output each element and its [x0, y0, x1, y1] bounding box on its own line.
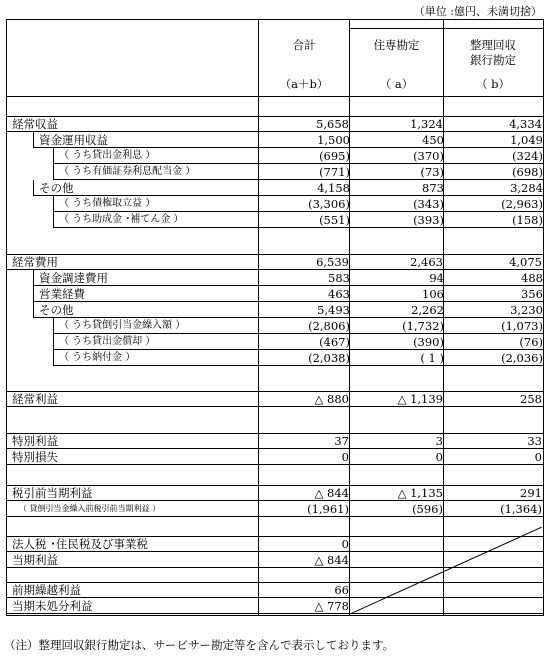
value-resolution: (1,364) — [500, 502, 542, 516]
value-jusen: 3 — [435, 434, 443, 448]
row-label: 特別損失 — [12, 450, 58, 464]
value-jusen: △ 1,139 — [397, 392, 443, 406]
row-label: （ うち貸倒引当金繰入額 ） — [59, 320, 186, 331]
section-line — [7, 116, 543, 117]
table-row — [33, 302, 543, 318]
value-jusen: 873 — [422, 181, 444, 195]
value-jusen: △ 1,135 — [397, 486, 443, 500]
header-total: 合計 — [292, 38, 316, 52]
header-total-sub: （a＋b） — [279, 77, 329, 91]
value-total: △ 880 — [314, 392, 349, 406]
blank-cell-diagonal — [350, 527, 542, 614]
income-statement-table — [6, 19, 544, 616]
row-label: （ 貸倒引当金繰入前税引前当期利益 ） — [19, 504, 161, 513]
header-jusen-sub: （ a） — [379, 77, 414, 91]
value-jusen: (1,732) — [402, 319, 444, 333]
value-resolution: 356 — [521, 287, 543, 301]
value-resolution: 4,334 — [509, 117, 542, 131]
value-resolution: 258 — [520, 392, 542, 406]
value-total: 5,658 — [316, 117, 349, 131]
value-jusen: 94 — [429, 271, 444, 285]
value-total: (551) — [319, 213, 350, 227]
value-total: (695) — [319, 149, 350, 163]
header-jusen: 住専勘定 — [373, 38, 420, 52]
value-resolution: (698) — [512, 165, 543, 179]
value-jusen: 106 — [422, 287, 444, 301]
unit-note: （単位 :億円、未満切捨） — [413, 5, 542, 18]
table-row — [7, 391, 543, 407]
value-total: (467) — [319, 335, 350, 349]
value-total: 37 — [334, 434, 349, 448]
row-label: 当期利益 — [12, 553, 58, 567]
row-label: 経常収益 — [12, 117, 58, 131]
row-label: （ うち納付金 ） — [59, 352, 136, 363]
table-row — [7, 254, 543, 270]
value-resolution: 3,230 — [510, 303, 543, 317]
value-resolution: 488 — [521, 271, 543, 285]
value-total: 0 — [341, 537, 349, 551]
row-label: その他 — [39, 303, 74, 317]
table-row — [33, 270, 543, 286]
row-label: （ うち助成金 ･補てん金 ） — [59, 214, 184, 225]
value-resolution: (1,073) — [501, 319, 543, 333]
header-resolution-line2: 銀行勘定 — [470, 53, 516, 67]
row-label: 当期未処分利益 — [12, 599, 93, 613]
row-label: 特別利益 — [12, 434, 58, 448]
table-row — [7, 501, 543, 517]
row-label: （ うち貸出金利息 ） — [59, 150, 156, 161]
value-resolution: (324) — [512, 149, 543, 163]
value-resolution: 3,284 — [510, 181, 543, 195]
row-label: 税引前当期利益 — [12, 486, 93, 500]
row-label: 資金運用収益 — [39, 133, 108, 147]
value-total: (771) — [319, 165, 350, 179]
value-total: 5,493 — [317, 303, 350, 317]
row-label: 法人税 ･住民税及び事業税 — [12, 537, 148, 551]
value-jusen: 1,324 — [410, 117, 443, 131]
value-jusen: 2,262 — [411, 303, 444, 317]
section-line — [7, 433, 543, 434]
table-row — [33, 180, 543, 196]
value-jusen: ( 1 ) — [420, 351, 444, 365]
value-jusen: (73) — [420, 165, 444, 179]
value-total: (3,306) — [308, 197, 350, 211]
value-total: 0 — [341, 450, 349, 464]
value-resolution: 0 — [534, 450, 542, 464]
row-label: その他 — [39, 181, 74, 195]
row-label: （ うち貸出金償却 ） — [59, 336, 156, 347]
header-resolution-line1: 整理回収 — [470, 38, 516, 52]
table-row — [7, 449, 543, 465]
value-total: △ 844 — [314, 486, 349, 500]
row-label: （ うち有価証券利息配当金 ） — [59, 166, 196, 177]
row-label: （ うち債権取立益 ） — [59, 198, 156, 209]
footnote: （注）整理回収銀行勘定は、サービサー勘定等を含んで表示しております。 — [4, 638, 395, 652]
section-line — [7, 391, 543, 392]
value-jusen: (370) — [413, 149, 444, 163]
table-row — [33, 286, 543, 302]
table-row — [7, 485, 543, 501]
table-row — [7, 433, 543, 449]
value-jusen: (343) — [413, 197, 444, 211]
value-total: △ 844 — [314, 553, 349, 567]
table-row — [53, 334, 543, 350]
row-label: 経常費用 — [12, 255, 58, 269]
value-resolution: (2,036) — [501, 351, 543, 365]
row-label: 資金調達費用 — [39, 271, 108, 285]
table-row — [53, 212, 543, 228]
value-total: (2,806) — [308, 319, 350, 333]
value-jusen: 2,463 — [410, 255, 443, 269]
value-jusen: (596) — [412, 502, 443, 516]
row-label: 経常利益 — [12, 392, 58, 406]
value-resolution: 291 — [520, 486, 542, 500]
value-total: (1,961) — [307, 502, 349, 516]
row-label: 前期繰越利益 — [12, 583, 81, 597]
table-row — [33, 132, 543, 148]
table-row — [53, 350, 543, 366]
value-jusen: (390) — [413, 335, 444, 349]
value-resolution: 4,075 — [509, 255, 542, 269]
section-line — [7, 254, 543, 255]
value-resolution: (158) — [512, 213, 543, 227]
header-inner-line — [350, 28, 543, 29]
value-resolution: (76) — [519, 335, 543, 349]
table-row — [53, 164, 543, 180]
header-resolution-sub: （ b） — [475, 77, 511, 91]
row-label: 営業経費 — [39, 287, 85, 301]
value-jusen: 450 — [422, 133, 444, 147]
value-total: (2,038) — [308, 351, 350, 365]
value-resolution: 1,049 — [510, 133, 543, 147]
value-total: 4,158 — [317, 181, 350, 195]
value-total: 583 — [328, 271, 350, 285]
table-row — [7, 116, 543, 132]
value-total: 6,539 — [316, 255, 349, 269]
value-resolution: (2,963) — [501, 197, 543, 211]
header-bottom-line — [7, 96, 543, 97]
section-line — [7, 485, 543, 486]
value-resolution: 33 — [527, 434, 542, 448]
value-total: 463 — [328, 287, 350, 301]
value-total: 1,500 — [317, 133, 350, 147]
value-jusen: 0 — [435, 450, 443, 464]
table-row — [53, 196, 543, 212]
value-total: 66 — [334, 583, 349, 597]
value-jusen: (393) — [413, 213, 444, 227]
table-row — [53, 318, 543, 334]
value-total: △ 778 — [314, 599, 349, 613]
table-row — [53, 148, 543, 164]
